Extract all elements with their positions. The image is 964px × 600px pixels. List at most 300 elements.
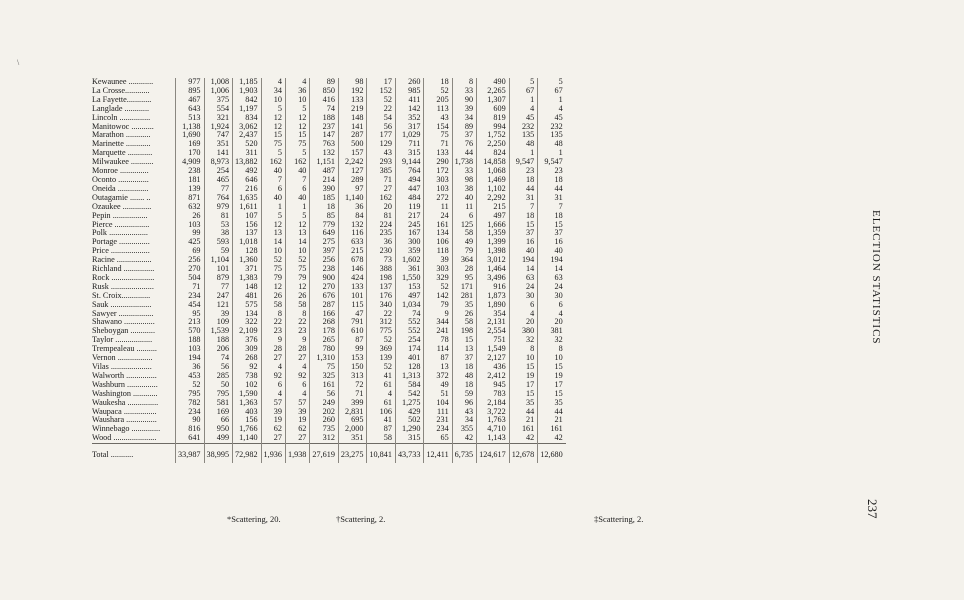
county-name: Sauk .................... (92, 301, 176, 310)
vote-cell: 87 (424, 354, 452, 363)
vote-cell: 609 (477, 105, 510, 114)
vote-cell: 3,012 (477, 256, 510, 265)
vote-cell: 4 (509, 310, 538, 319)
vote-cell: 1,873 (477, 292, 510, 301)
vote-cell: 56 (204, 363, 233, 372)
vote-cell: 15 (509, 221, 538, 230)
vote-cell: 676 (310, 292, 339, 301)
vote-cell: 5 (285, 149, 309, 158)
vote-cell: 1,104 (204, 256, 233, 265)
vote-cell: 593 (204, 238, 233, 247)
vote-cell: 34 (261, 87, 285, 96)
vote-cell: 5 (261, 149, 285, 158)
vote-cell: 16 (554, 237, 563, 247)
footnote-3: ‡Scattering, 2. (594, 514, 644, 524)
vote-cell: 340 (367, 301, 396, 310)
vote-cell: 1,018 (233, 238, 262, 247)
vote-cell: 52 (367, 363, 396, 372)
vote-cell: 303 (424, 176, 452, 185)
vote-cell: 1,310 (310, 354, 339, 363)
vote-cell: 985 (395, 87, 424, 96)
vote-cell: 9 (285, 336, 309, 345)
vote-cell: 75 (285, 265, 309, 274)
county-name: Taylor .................. (92, 336, 176, 345)
vote-cell: 37 (452, 354, 476, 363)
vote-cell: 2,242 (338, 158, 367, 167)
vote-cell: 8 (509, 345, 538, 354)
vote-cell: 4 (285, 390, 309, 399)
vote-cell: 63 (554, 272, 563, 282)
vote-cell: 40 (261, 194, 285, 203)
vote-cell: 14 (509, 265, 538, 274)
vote-cell: 4 (558, 103, 563, 113)
vote-cell: 552 (395, 318, 424, 327)
vote-cell: 4 (509, 105, 538, 114)
vote-cell: 157 (338, 149, 367, 158)
vote-cell: 6 (285, 185, 309, 194)
vote-cell: 92 (233, 363, 262, 372)
vote-cell: 162 (367, 194, 396, 203)
vote-cell: 230 (367, 247, 396, 256)
vote-cell: 1,360 (233, 256, 262, 265)
vote-cell: 646 (233, 176, 262, 185)
county-name: Kewaunee ............ (92, 78, 176, 87)
vote-cell: 38 (452, 185, 476, 194)
vote-cell: 19 (261, 416, 285, 425)
vote-cell: 74 (395, 310, 424, 319)
vote-cell: 977 (176, 78, 205, 87)
county-name: Rock ..................... (92, 274, 176, 283)
vote-cell: 504 (176, 274, 205, 283)
vote-cell: 10 (285, 247, 309, 256)
vote-cell: 390 (310, 185, 339, 194)
vote-cell: 135 (509, 131, 538, 140)
vote-cell: 238 (310, 265, 339, 274)
vote-cell: 15 (509, 363, 538, 372)
vote-cell: 782 (176, 399, 205, 408)
county-name: Waushara ............... (92, 416, 176, 425)
vote-cell: 62 (285, 425, 309, 434)
vote-cell: 9 (424, 310, 452, 319)
vote-cell: 5 (285, 212, 309, 221)
vote-cell: 8 (261, 310, 285, 319)
vote-cell: 312 (310, 434, 339, 443)
vote-cell: 61 (367, 381, 396, 390)
vote-cell: 1,890 (477, 301, 510, 310)
vote-cell: 14 (261, 238, 285, 247)
vote-cell: 12 (285, 221, 309, 230)
vote-cell: 58 (452, 229, 476, 238)
vote-cell: 10,841 (367, 444, 396, 464)
vote-cell: 133 (338, 96, 367, 105)
county-name: Trempealeau .......... (92, 345, 176, 354)
vote-cell: 162 (261, 158, 285, 167)
vote-cell: 171 (452, 283, 476, 292)
vote-cell: 27,619 (310, 444, 339, 464)
vote-cell: 169 (204, 408, 233, 417)
vote-cell: 354 (477, 310, 510, 319)
county-name: Monroe .............. (92, 167, 176, 176)
vote-cell: 139 (367, 354, 396, 363)
vote-cell: 4,710 (477, 425, 510, 434)
vote-cell: 75 (285, 140, 309, 149)
vote-cell: 148 (233, 283, 262, 292)
vote-cell: 9,144 (395, 158, 424, 167)
vote-cell: 79 (452, 247, 476, 256)
vote-cell: 5 (261, 212, 285, 221)
vote-cell: 1,363 (233, 399, 262, 408)
vote-cell: 649 (310, 229, 339, 238)
vote-cell: 87 (338, 336, 367, 345)
vote-cell: 116 (338, 229, 367, 238)
vote-cell: 1,029 (395, 131, 424, 140)
vote-cell: 249 (310, 399, 339, 408)
vote-cell: 19 (509, 372, 538, 381)
vote-cell: 133 (424, 149, 452, 158)
vote-cell: 188 (310, 114, 339, 123)
vote-cell: 481 (233, 292, 262, 301)
vote-cell: 97 (338, 185, 367, 194)
footnote-1: *Scattering, 20. (227, 514, 281, 524)
vote-cell: 217 (395, 212, 424, 221)
vote-cell: 118 (424, 247, 452, 256)
vote-cell: 52 (367, 96, 396, 105)
vote-cell: 31 (554, 192, 563, 202)
vote-cell: 4 (261, 78, 285, 87)
vote-cell: 142 (395, 105, 424, 114)
vote-cell: 10 (261, 96, 285, 105)
vote-cell: 403 (233, 408, 262, 417)
vote-cell: 12,411 (424, 444, 452, 464)
vote-cell: 315 (395, 149, 424, 158)
county-name: Total ........... (92, 444, 176, 464)
vote-cell: 735 (310, 425, 339, 434)
vote-cell: 447 (395, 185, 424, 194)
vote-cell: 1 (558, 148, 563, 158)
vote-cell: 287 (310, 301, 339, 310)
vote-cell: 1,006 (204, 87, 233, 96)
vote-cell: 103 (176, 345, 205, 354)
vote-cell: 34 (452, 416, 476, 425)
vote-cell: 311 (233, 149, 262, 158)
vote-cell: 39 (424, 256, 452, 265)
vote-cell: 10 (261, 247, 285, 256)
vote-cell: 215 (477, 203, 510, 212)
vote-cell: 1,383 (233, 274, 262, 283)
vote-cell: 161 (424, 221, 452, 230)
vote-cell: 109 (204, 318, 233, 327)
vote-cell: 467 (176, 96, 205, 105)
vote-cell: 87 (367, 425, 396, 434)
vote-cell: 127 (338, 167, 367, 176)
vote-cell: 20 (367, 203, 396, 212)
vote-cell: 764 (204, 194, 233, 203)
county-name: La Crosse............ (92, 87, 176, 96)
vote-cell: 206 (204, 345, 233, 354)
vote-cell: 2,437 (233, 131, 262, 140)
vote-cell: 52 (367, 336, 396, 345)
vote-cell: 355 (452, 425, 476, 434)
vote-cell: 37 (554, 228, 563, 238)
vote-cell: 7 (558, 201, 563, 211)
county-name: Ozaukee .............. (92, 203, 176, 212)
vote-cell: 57 (261, 399, 285, 408)
vote-cell: 95 (452, 274, 476, 283)
vote-cell: 795 (204, 390, 233, 399)
vote-cell: 79 (424, 301, 452, 310)
vote-cell: 101 (338, 292, 367, 301)
vote-cell: 54 (367, 114, 396, 123)
vote-cell: 747 (204, 131, 233, 140)
vote-cell: 170 (176, 149, 205, 158)
vote-cell: 90 (452, 96, 476, 105)
vote-cell: 128 (233, 247, 262, 256)
vote-cell: 1,903 (233, 87, 262, 96)
vote-cell: 388 (367, 265, 396, 274)
county-name: Manitowoc ........... (92, 123, 176, 132)
vote-cell: 260 (310, 416, 339, 425)
vote-cell: 12 (261, 123, 285, 132)
vote-cell: 300 (395, 238, 424, 247)
vote-cell: 89 (310, 78, 339, 87)
vote-cell: 114 (424, 345, 452, 354)
vote-cell: 205 (424, 96, 452, 105)
vote-cell: 16 (509, 238, 538, 247)
vote-cell: 289 (338, 176, 367, 185)
vote-cell: 317 (395, 123, 424, 132)
vote-cell: 235 (367, 229, 396, 238)
vote-cell: 313 (338, 372, 367, 381)
vote-cell: 12 (285, 114, 309, 123)
vote-cell: 500 (338, 140, 367, 149)
vote-cell: 101 (204, 265, 233, 274)
vote-cell: 695 (338, 416, 367, 425)
county-name: Vilas .................... (92, 363, 176, 372)
vote-cell: 12 (285, 283, 309, 292)
vote-cell: 36 (338, 203, 367, 212)
county-name: Langlade ............ (92, 105, 176, 114)
vote-cell: 7 (261, 176, 285, 185)
vote-cell: 161 (550, 424, 563, 434)
county-name: Portage ............... (92, 238, 176, 247)
vote-cell: 344 (424, 318, 452, 327)
vote-cell: 397 (310, 247, 339, 256)
vote-cell: 18 (554, 210, 563, 220)
county-name: Vernon ................. (92, 354, 176, 363)
vote-cell: 5 (261, 105, 285, 114)
vote-cell: 44 (554, 406, 563, 416)
vote-cell: 7 (285, 176, 309, 185)
county-name: Polk ................... (92, 229, 176, 238)
vote-cell: 738 (233, 372, 262, 381)
vote-cell: 128 (395, 363, 424, 372)
vote-cell: 751 (477, 336, 510, 345)
vote-cell: 5 (509, 78, 538, 87)
vote-cell: 2,412 (477, 372, 510, 381)
vote-cell: 154 (424, 123, 452, 132)
vote-cell: 879 (204, 274, 233, 283)
vote-cell: 213 (176, 318, 205, 327)
county-name: Waupaca ................ (92, 408, 176, 417)
vote-cell: 281 (452, 292, 476, 301)
vote-cell: 24 (554, 281, 563, 291)
vote-cell: 26 (176, 212, 205, 221)
vote-cell: 361 (395, 265, 424, 274)
vote-cell: 842 (233, 96, 262, 105)
vote-cell: 67 (554, 85, 563, 95)
vote-cell: 21 (554, 415, 563, 425)
vote-cell: 780 (310, 345, 339, 354)
vote-cell: 32 (554, 335, 563, 345)
vote-cell: 74 (204, 354, 233, 363)
vote-cell: 641 (176, 434, 205, 443)
vote-cell: 115 (338, 301, 367, 310)
vote-cell: 329 (424, 274, 452, 283)
vote-cell: 161 (509, 425, 538, 434)
vote-cell: 119 (395, 203, 424, 212)
vote-cell: 39 (204, 310, 233, 319)
vote-cell: 23 (554, 166, 563, 176)
vote-cell: 499 (204, 434, 233, 443)
vote-cell: 18 (424, 78, 452, 87)
vote-cell: 375 (204, 96, 233, 105)
vote-cell: 6,735 (452, 444, 476, 464)
vote-cell: 2,250 (477, 140, 510, 149)
vote-cell: 632 (176, 203, 205, 212)
stray-mark: \ (17, 58, 20, 67)
vote-cell: 425 (176, 238, 205, 247)
vote-cell: 52 (424, 283, 452, 292)
vote-cell: 643 (176, 105, 205, 114)
vote-cell: 71 (176, 283, 205, 292)
vote-cell: 95 (176, 310, 205, 319)
vote-cell: 1,936 (261, 444, 285, 464)
vote-cell: 51 (424, 390, 452, 399)
vote-cell: 58 (285, 301, 309, 310)
vote-cell: 30 (554, 290, 563, 300)
vote-cell: 75 (424, 131, 452, 140)
vote-cell: 28 (452, 265, 476, 274)
vote-cell: 232 (550, 121, 563, 131)
vote-cell: 36 (367, 238, 396, 247)
vote-cell: 265 (310, 336, 339, 345)
vote-cell: 40 (285, 167, 309, 176)
vote-cell: 4 (285, 363, 309, 372)
vote-cell: 3,496 (477, 274, 510, 283)
vote-cell: 554 (204, 105, 233, 114)
vote-cell: 106 (367, 408, 396, 417)
vote-cell: 77 (204, 283, 233, 292)
vote-cell: 436 (477, 363, 510, 372)
vote-cell: 185 (310, 194, 339, 203)
vote-cell: 53 (204, 221, 233, 230)
vote-cell: 40 (452, 194, 476, 203)
vote-cell: 47 (338, 310, 367, 319)
vote-cell: 20 (554, 317, 563, 327)
vote-cell: 181 (176, 176, 205, 185)
vote-cell: 49 (452, 238, 476, 247)
vote-cell: 113 (424, 105, 452, 114)
vote-cell: 172 (424, 167, 452, 176)
vote-cell: 9,547 (544, 157, 563, 167)
vote-cell: 48 (509, 140, 538, 149)
vote-cell: 584 (395, 381, 424, 390)
vote-cell: 98 (452, 176, 476, 185)
vote-cell: 79 (261, 274, 285, 283)
vote-cell: 351 (204, 140, 233, 149)
county-name: Outagamie ....... .. (92, 194, 176, 203)
vote-cell: 198 (367, 274, 396, 283)
vote-cell: 52 (285, 256, 309, 265)
vote-cell: 513 (176, 114, 205, 123)
vote-cell: 18 (509, 176, 538, 185)
vote-cell: 129 (367, 140, 396, 149)
vote-cell: 502 (395, 416, 424, 425)
vote-cell: 13 (452, 345, 476, 354)
vote-cell: 44 (554, 183, 563, 193)
vote-cell: 12,680 (538, 444, 566, 464)
vote-cell: 15 (285, 131, 309, 140)
vote-cell: 202 (310, 408, 339, 417)
vote-cell: 268 (233, 354, 262, 363)
vote-cell: 176 (367, 292, 396, 301)
vote-cell: 13 (261, 229, 285, 238)
vote-cell: 45 (554, 112, 563, 122)
vote-cell: 50 (204, 381, 233, 390)
vote-cell: 153 (338, 354, 367, 363)
vote-cell: 871 (176, 194, 205, 203)
vote-cell: 18 (554, 174, 563, 184)
vote-cell: 12 (261, 283, 285, 292)
vote-cell: 72 (338, 381, 367, 390)
vote-cell: 819 (477, 114, 510, 123)
vote-cell: 1,275 (395, 399, 424, 408)
vote-cell: 12 (261, 221, 285, 230)
vote-cell: 322 (233, 318, 262, 327)
vote-cell: 352 (395, 114, 424, 123)
vote-cell: 15 (509, 390, 538, 399)
vote-cell: 1,666 (477, 221, 510, 230)
county-name: Rusk ..................... (92, 283, 176, 292)
vote-cell: 36 (285, 87, 309, 96)
county-name: Marathon ............ (92, 131, 176, 140)
vote-cell: 6 (261, 185, 285, 194)
vote-cell: 18 (310, 203, 339, 212)
vote-cell: 401 (395, 354, 424, 363)
county-name: Racine ................. (92, 256, 176, 265)
vote-cell: 234 (176, 292, 205, 301)
vote-cell: 2,265 (477, 87, 510, 96)
vote-cell: 125 (452, 221, 476, 230)
vote-cell: 142 (424, 292, 452, 301)
vote-cell: 28 (285, 345, 309, 354)
vote-cell: 1,102 (477, 185, 510, 194)
vote-cell: 1,313 (395, 372, 424, 381)
vote-cell: 1,464 (477, 265, 510, 274)
vote-cell: 1,690 (176, 131, 205, 140)
vote-cell: 15 (554, 219, 563, 229)
vote-cell: 152 (367, 87, 396, 96)
vote-cell: 104 (424, 399, 452, 408)
vote-cell: 42 (452, 434, 476, 443)
vote-cell: 14 (554, 264, 563, 274)
vote-cell: 791 (338, 318, 367, 327)
vote-cell: 1,469 (477, 176, 510, 185)
vote-cell: 33,987 (176, 444, 205, 464)
vote-cell: 18 (452, 381, 476, 390)
vote-cell: 96 (452, 399, 476, 408)
vote-cell: 69 (176, 247, 205, 256)
